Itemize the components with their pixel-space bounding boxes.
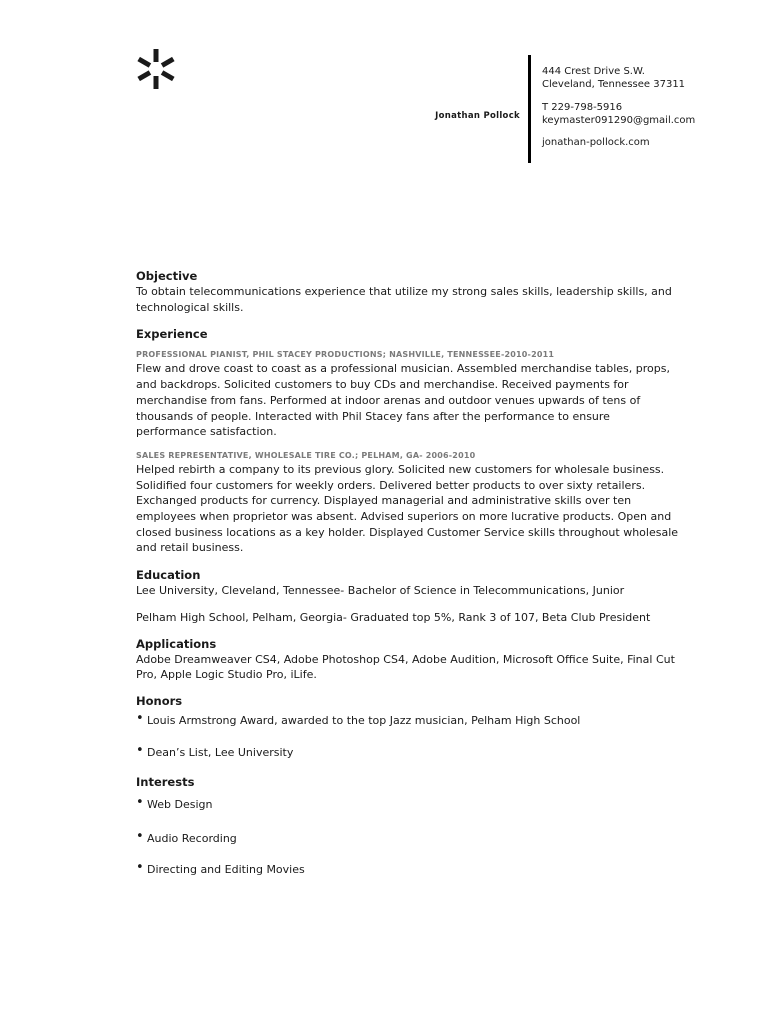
education-entry: Lee University, Cleveland, Tennessee- Bachelor of Science in Telecommunications, Junior [136,584,625,598]
education-entry: Pelham High School, Pelham, Georgia- Graduated top 5%, Rank 3 of 107, Beta Club President [136,610,651,624]
address-line-2: Cleveland, Tennessee 37311 [542,78,686,90]
contact-block [542,66,695,150]
header-divider [528,55,531,163]
job-description: Flew and drove coast to coast as a professional musician. Assembled merchandise tables, props, and backdrops. Solicited customers to buy CDs and merchandise. Received payments for merchandise from fans. Performed at indoor arenas and outdoor venues upwards of tens of thousands of people. Interacted with Phil Stacey fans after the performance to ensure performance satisfaction. [136,362,670,439]
honors-list [136,710,706,761]
objective-text: To obtain telecommunications experience that utilize my strong sales skills, leadership skills, and technological skills. [136,285,672,314]
education-heading: Education [136,568,201,583]
phone-number: T 229-798-5916 [542,102,623,113]
list-item: • Audio Recording [136,828,237,845]
website-link[interactable]: jonathan-pollock.com [542,137,650,148]
experience-heading: Experience [136,327,208,342]
applications-heading: Applications [136,636,217,651]
asterisk-logo-icon [133,46,179,92]
applications-text: Adobe Dreamweaver CS4, Adobe Photoshop CS4, Adobe Audition, Microsoft Office Suite, Final Cut Pro, Apple Logic Studio Pro, iLife. [136,652,675,682]
bullet-icon: • [136,794,144,810]
objective-heading: Objective [136,269,198,283]
interests-heading: Interests [136,774,195,789]
resume-body [136,268,706,878]
candidate-name: Jonathan Pollock [435,111,520,121]
job-description: Helped rebirth a company to its previous glory. Solicited new customers for wholesale business. Solidified four customers for weekly orders. Delivered better products to over sixty retailers. Exchanged products for currency. Displayed managerial and administrative skills over ten employees when proprietor was absent. Advised superiors on more lucrative products. Open and closed business locations as a key holder. Displayed Customer Service skills throughout wholesale and retail business. [136,462,679,555]
job-title: SALES REPRESENTATIVE, WHOLESALE TIRE CO.; PELHAM, GA- 2006-2010 [136,450,476,460]
list-item: • Directing and Editing Movies [136,859,305,876]
address-line-1: 444 Crest Drive S.W. [542,66,645,77]
email-address[interactable]: keymaster091290@gmail.com [542,114,696,126]
bullet-icon: • [136,742,144,758]
bullet-icon: • [136,828,144,844]
bullet-icon: • [136,859,144,875]
interests-list [136,794,706,878]
job-title: PROFESSIONAL PIANIST, PHIL STACEY PRODUCTIONS; NASHVILLE, TENNESSEE-2010-2011 [136,350,555,360]
list-item: • Louis Armstrong Award, awarded to the top Jazz musician, Pelham High School [136,710,581,727]
list-item: • Web Design [136,794,213,811]
list-item: • Dean’s List, Lee University [136,742,294,759]
bullet-icon: • [136,710,144,726]
honors-heading: Honors [136,693,183,708]
